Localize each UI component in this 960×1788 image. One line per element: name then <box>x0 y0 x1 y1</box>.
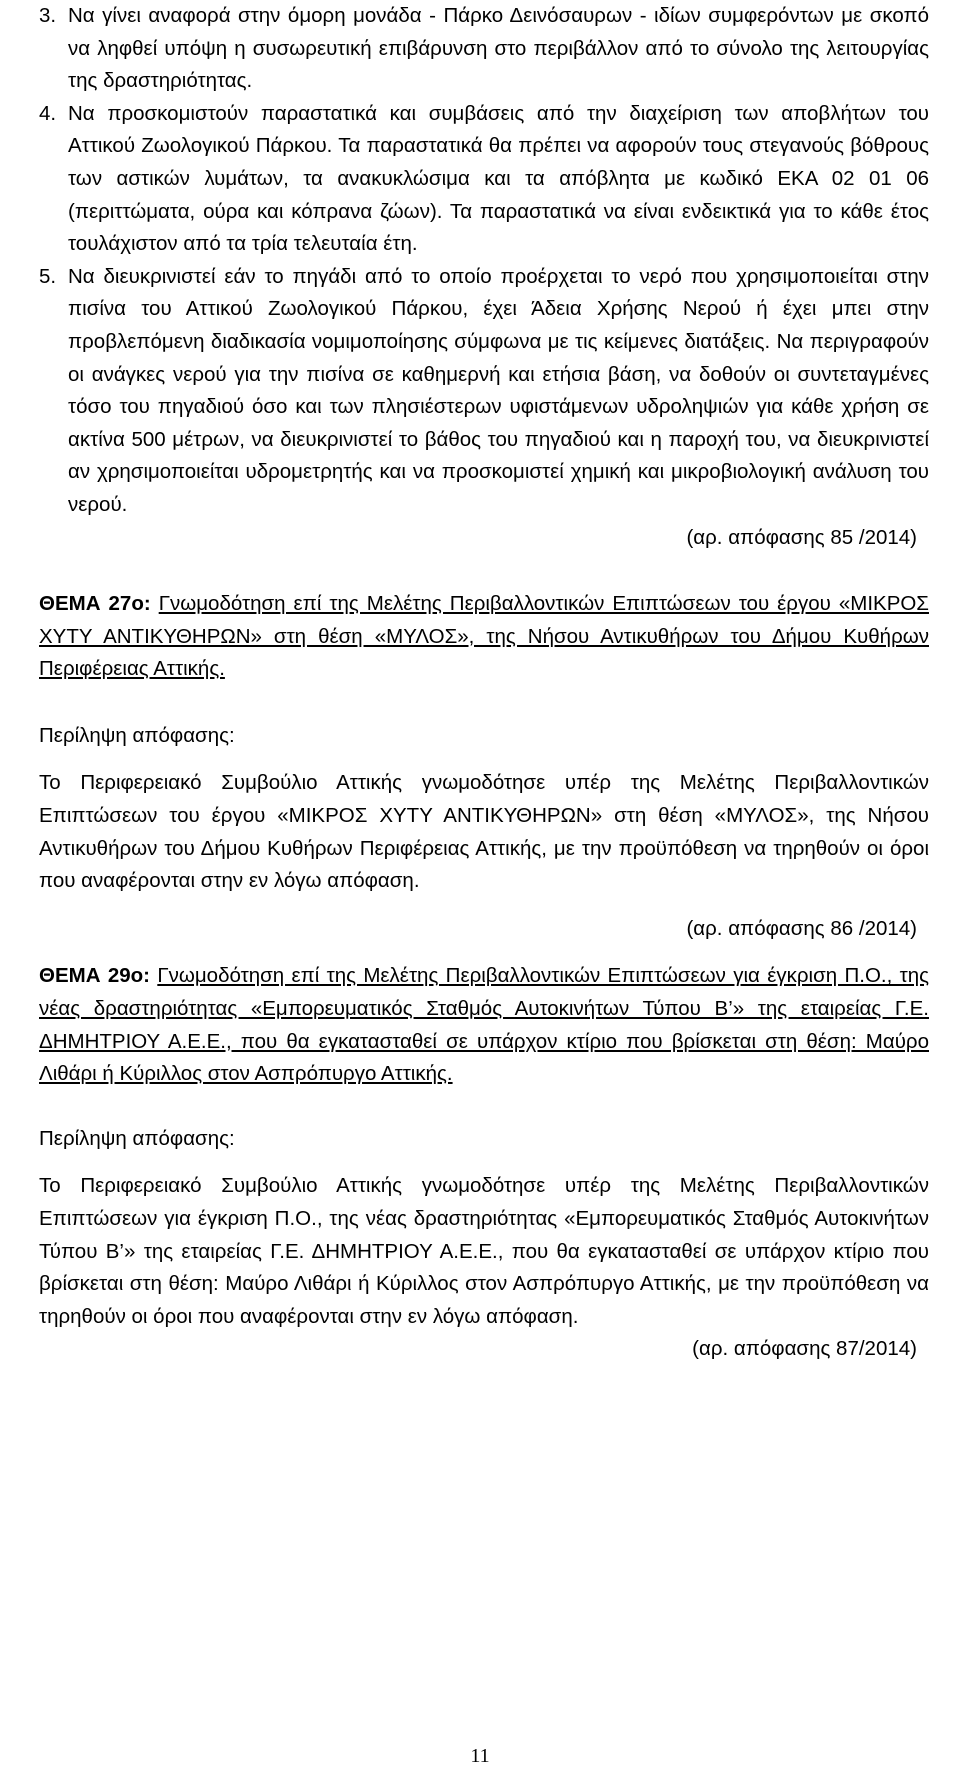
page-content <box>39 0 929 1366</box>
spacer <box>39 945 929 960</box>
list-item-text: Να γίνει αναφορά στην όμορη μονάδα - Πάρκο Δεινόσαυρων - ιδίων συμφερόντων με σκοπό να ληφθεί υπόψη η συσωρευτική επιβάρυνση στο περιβάλλον από το σύνολο της λειτουργίας της δραστηριότητας. <box>68 4 929 93</box>
spacer <box>39 686 929 720</box>
list-item-number: 5. <box>39 264 57 288</box>
list-item-number: 3. <box>39 4 57 27</box>
list-item-text: Να προσκομιστούν παραστατικά και συμβάσεις από την διαχείριση των αποβλήτων του Αττικού Ζωολογικού Πάρκου. Τα παραστατικά θα πρέπει να αφορούν τους στεγανούς βόθρους των αστικών λυμάτων, τα ανακυκλώσιμα και τα απόβλητα με κωδικό ΕΚΑ 02 01 06 (περιττώματα, ούρα και κόπρανα ζώων). Τα παραστατικά να είναι ενδεικτικά για το κάθε έτος τουλάχιστον από τα τρία τελευταία έτη. <box>68 101 929 256</box>
decision-reference-86: (αρ. απόφασης 86 /2014) <box>686 916 917 940</box>
theme-27-label: ΘΕΜΑ 27ο: <box>39 592 151 616</box>
theme-29-summary: Το Περιφερειακό Συμβούλιο Αττικής γνωμοδότησε υπέρ της Μελέτης Περιβαλλοντικών Επιπτώσεων για έγκριση Π.Ο., της νέας δραστηριότητας «Εμπορευματικός Σταθμός Αυτοκινήτων Τύπου Β’» της εταιρείας Γ.Ε. ΔΗΜΗΤΡΙΟΥ Α.Ε.Ε., που θα εγκατασταθεί σε υπάρχον κτίριο που βρίσκεται στη θέση: Μαύρο Λιθάρι ή Κύριλλος στον Ασπρόπυργο Αττικής, με την προϋπόθεση να τηρηθούν οι όροι που αναφέρονται στην εν λόγω απόφαση. <box>39 1174 929 1328</box>
list-item <box>39 98 929 261</box>
requirements-list <box>39 0 929 522</box>
decision-reference-87: (αρ. απόφασης 87/2014) <box>692 1337 917 1361</box>
theme-29-label: ΘΕΜΑ 29ο: <box>39 964 150 988</box>
theme-29-heading <box>39 960 929 1090</box>
spacer <box>39 554 929 588</box>
spacer <box>39 1155 929 1170</box>
theme-27-summary-label: Περίληψη απόφασης: <box>39 723 235 747</box>
theme-27-heading <box>39 588 929 686</box>
page-number: 11 <box>470 1745 490 1767</box>
spacer <box>39 752 929 767</box>
theme-27-summary: Το Περιφερειακό Συμβούλιο Αττικής γνωμοδότησε υπέρ της Μελέτης Περιβαλλοντικών Επιπτώσεων του έργου «ΜΙΚΡΟΣ ΧΥΤΥ ΑΝΤΙΚΥΘΗΡΩΝ» στη θέση «ΜΥΛΟΣ», της Νήσου Αντικυθήρων του Δήμου Κυθήρων Περιφέρειας Αττικής, με την προϋπόθεση να τηρηθούν οι όροι που αναφέρονται στην εν λόγω απόφαση. <box>39 771 929 893</box>
list-item <box>39 0 929 98</box>
theme-29-title: Γνωμοδότηση επί της Μελέτης Περιβαλλοντικών Επιπτώσεων για έγκριση Π.Ο., της νέας δραστηριότητας «Εμπορευματικός Σταθμός Αυτοκινήτων Τύπου Β’» της εταιρείας Γ.Ε. ΔΗΜΗΤΡΙΟΥ Α.Ε.Ε., που θα εγκατασταθεί σε υπάρχον κτίριο που βρίσκεται στη θέση: Μαύρο Λιθάρι ή Κύριλλος στον Ασπρόπυργο Αττικής. <box>39 964 929 1086</box>
list-item-number: 4. <box>39 101 57 125</box>
theme-29-summary-label: Περίληψη απόφασης: <box>39 1126 235 1150</box>
list-item <box>39 261 929 522</box>
decision-reference-85: (αρ. απόφασης 85 /2014) <box>686 525 917 549</box>
theme-27-title: Γνωμοδότηση επί της Μελέτης Περιβαλλοντικών Επιπτώσεων του έργου «ΜΙΚΡΟΣ ΧΥΤΥ ΑΝΤΙΚΥΘΗΡΩΝ» στη θέση «ΜΥΛΟΣ», της Νήσου Αντικυθήρων του Δήμου Κυθήρων Περιφέρειας Αττικής. <box>39 592 929 681</box>
list-item-text: Να διευκρινιστεί εάν το πηγάδι από το οποίο προέρχεται το νερό που χρησιμοποιείται στην πισίνα του Αττικού Ζωολογικού Πάρκου, έχει Άδεια Χρήσης Νερού ή έχει μπει στην προβλεπόμενη διαδικασία νομιμοποίησης σύμφωνα με τις κείμενες διατάξεις. Να περιγραφούν οι ανάγκες νερού για την πισίνα σε καθημερνή και ετήσια βάση, να δοθούν οι συντεταγμένες τόσο του πηγαδιού όσο και των πλησιέστερων υφιστάμενων υδροληψιών για κάθε χρήση σε ακτίνα 500 μέτρων, να διευκρινιστεί το βάθος του πηγαδιού και η παροχή του, να διευκρινιστεί αν χρησιμοποιείται υδρομετρητής και να προσκομιστεί χημική και μικροβιολογική ανάλυση του νερού. <box>68 264 929 516</box>
spacer <box>39 1091 929 1123</box>
spacer <box>39 898 929 913</box>
